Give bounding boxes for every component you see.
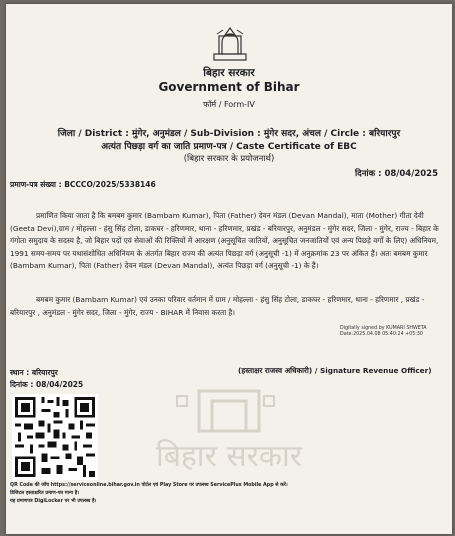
- govt-title-hindi: बिहार सरकार: [203, 67, 255, 79]
- certificate-title: अत्यंत पिछड़ा वर्ग का जाति प्रमाण-पत्र / Caste Certificate of EBC: [101, 142, 357, 152]
- certificate-sheet: [6, 4, 452, 534]
- form-number: फॉर्म / Form-IV: [203, 100, 255, 109]
- location-line: जिला / District : मुंगेर, अनुमंडल / Sub-Division : मुंगेर सदर, अंचल / Circle : बरियारपुर: [57, 129, 401, 139]
- watermark-text: बिहार सरकार: [155, 439, 303, 474]
- digital-signature-name: Digitally signed by KUMARI SHWETA: [340, 326, 427, 331]
- state-emblem-icon: [211, 26, 249, 62]
- certificate-number: प्रमाण-पत्र संख्या : BCCCO/2025/5338146: [10, 180, 156, 189]
- digital-signature-note: डिजिटल हस्ताक्षरित प्रमाण-पत्र मान्य है।: [10, 491, 80, 496]
- issue-place: स्थान : बरियारपुर: [10, 368, 58, 377]
- digital-signature: [340, 326, 427, 338]
- govt-title-english: Government of Bihar: [158, 80, 300, 94]
- watermark-logo-icon: [174, 386, 284, 436]
- certificate-paragraph-2: बमबम कुमार (Bambam Kumar) एवं उनका परिवार वर्तमान में ग्राम / मोहल्ला - हंसु सिंह टोला, डाकघर - हरिणमार, थाना - हरिणमार , प्रखंड - बरियारपुर , अनुमंडल - मुंगेर सदर, जिला - मुंगेर, राज्य - BIHAR में निवास करता है।: [10, 295, 425, 317]
- digilocker-note: यह प्रमाणपत्र DigiLocker पर भी उपलब्ध है।: [10, 499, 97, 504]
- issue-date-bottom: दिनांक : 08/04/2025: [10, 380, 84, 389]
- digital-signature-date: Date:2025.04.08 05:40:24 +05:30: [340, 332, 423, 337]
- qr-verification-note: QR Code की जाँच https://serviceonline.bihar.gov.in पोर्टल एवं Play Store पर उपलब्ध ServicePlus Mobile App से करें।: [10, 483, 288, 488]
- issue-date: दिनांक : 08/04/2025: [354, 169, 438, 179]
- certificate-purpose: (बिहार सरकार के प्रयोजनार्थ): [183, 154, 275, 164]
- certificate-paragraph-1: प्रमाणित किया जाता है कि बमबम कुमार (Bambam Kumar), पिता (Father) देवन मंडल (Devan Mandal), माता (Mother) गीता देवी (Geeta Devi),ग्राम / मोहल्ला - हंसु सिंह टोला, डाकघर - हरिणमार, थाना - हरिणमार, प्रखंड - बरियारपुर, अनुमंडल - मुंगेर सदर, जिला - मुंगेर, राज्य - बिहार के गंगोता समुदाय के सदस्य है, जो बिहार पदों एवं सेवाओं की रिक्तियों में आरक्षण (अनुसूचित जातियों, अनुसूचित जनजातियों एवं अन्य पिछड़े वर्गों के लिए) अधिनियम, 1991 समय-समय पर यथासंशोधित अधिनियम के अंतर्गत बिहार राज्य की अत्यंत पिछड़ा वर्ग (अनुसूची -1) में अनुक्रमांक 23 पर अंकित हैं। अतः बमबम कुमार (Bambam Kumar), पिता (Father) देवन मंडल (Devan Mandal), अत्यंत पिछड़ा वर्ग (अनुसूची -1) के हैं।: [10, 211, 439, 271]
- signatory-label: (हस्ताक्षर राजस्व अधिकारी) / Signature Revenue Officer): [238, 366, 432, 375]
- qr-code-icon: [12, 394, 98, 480]
